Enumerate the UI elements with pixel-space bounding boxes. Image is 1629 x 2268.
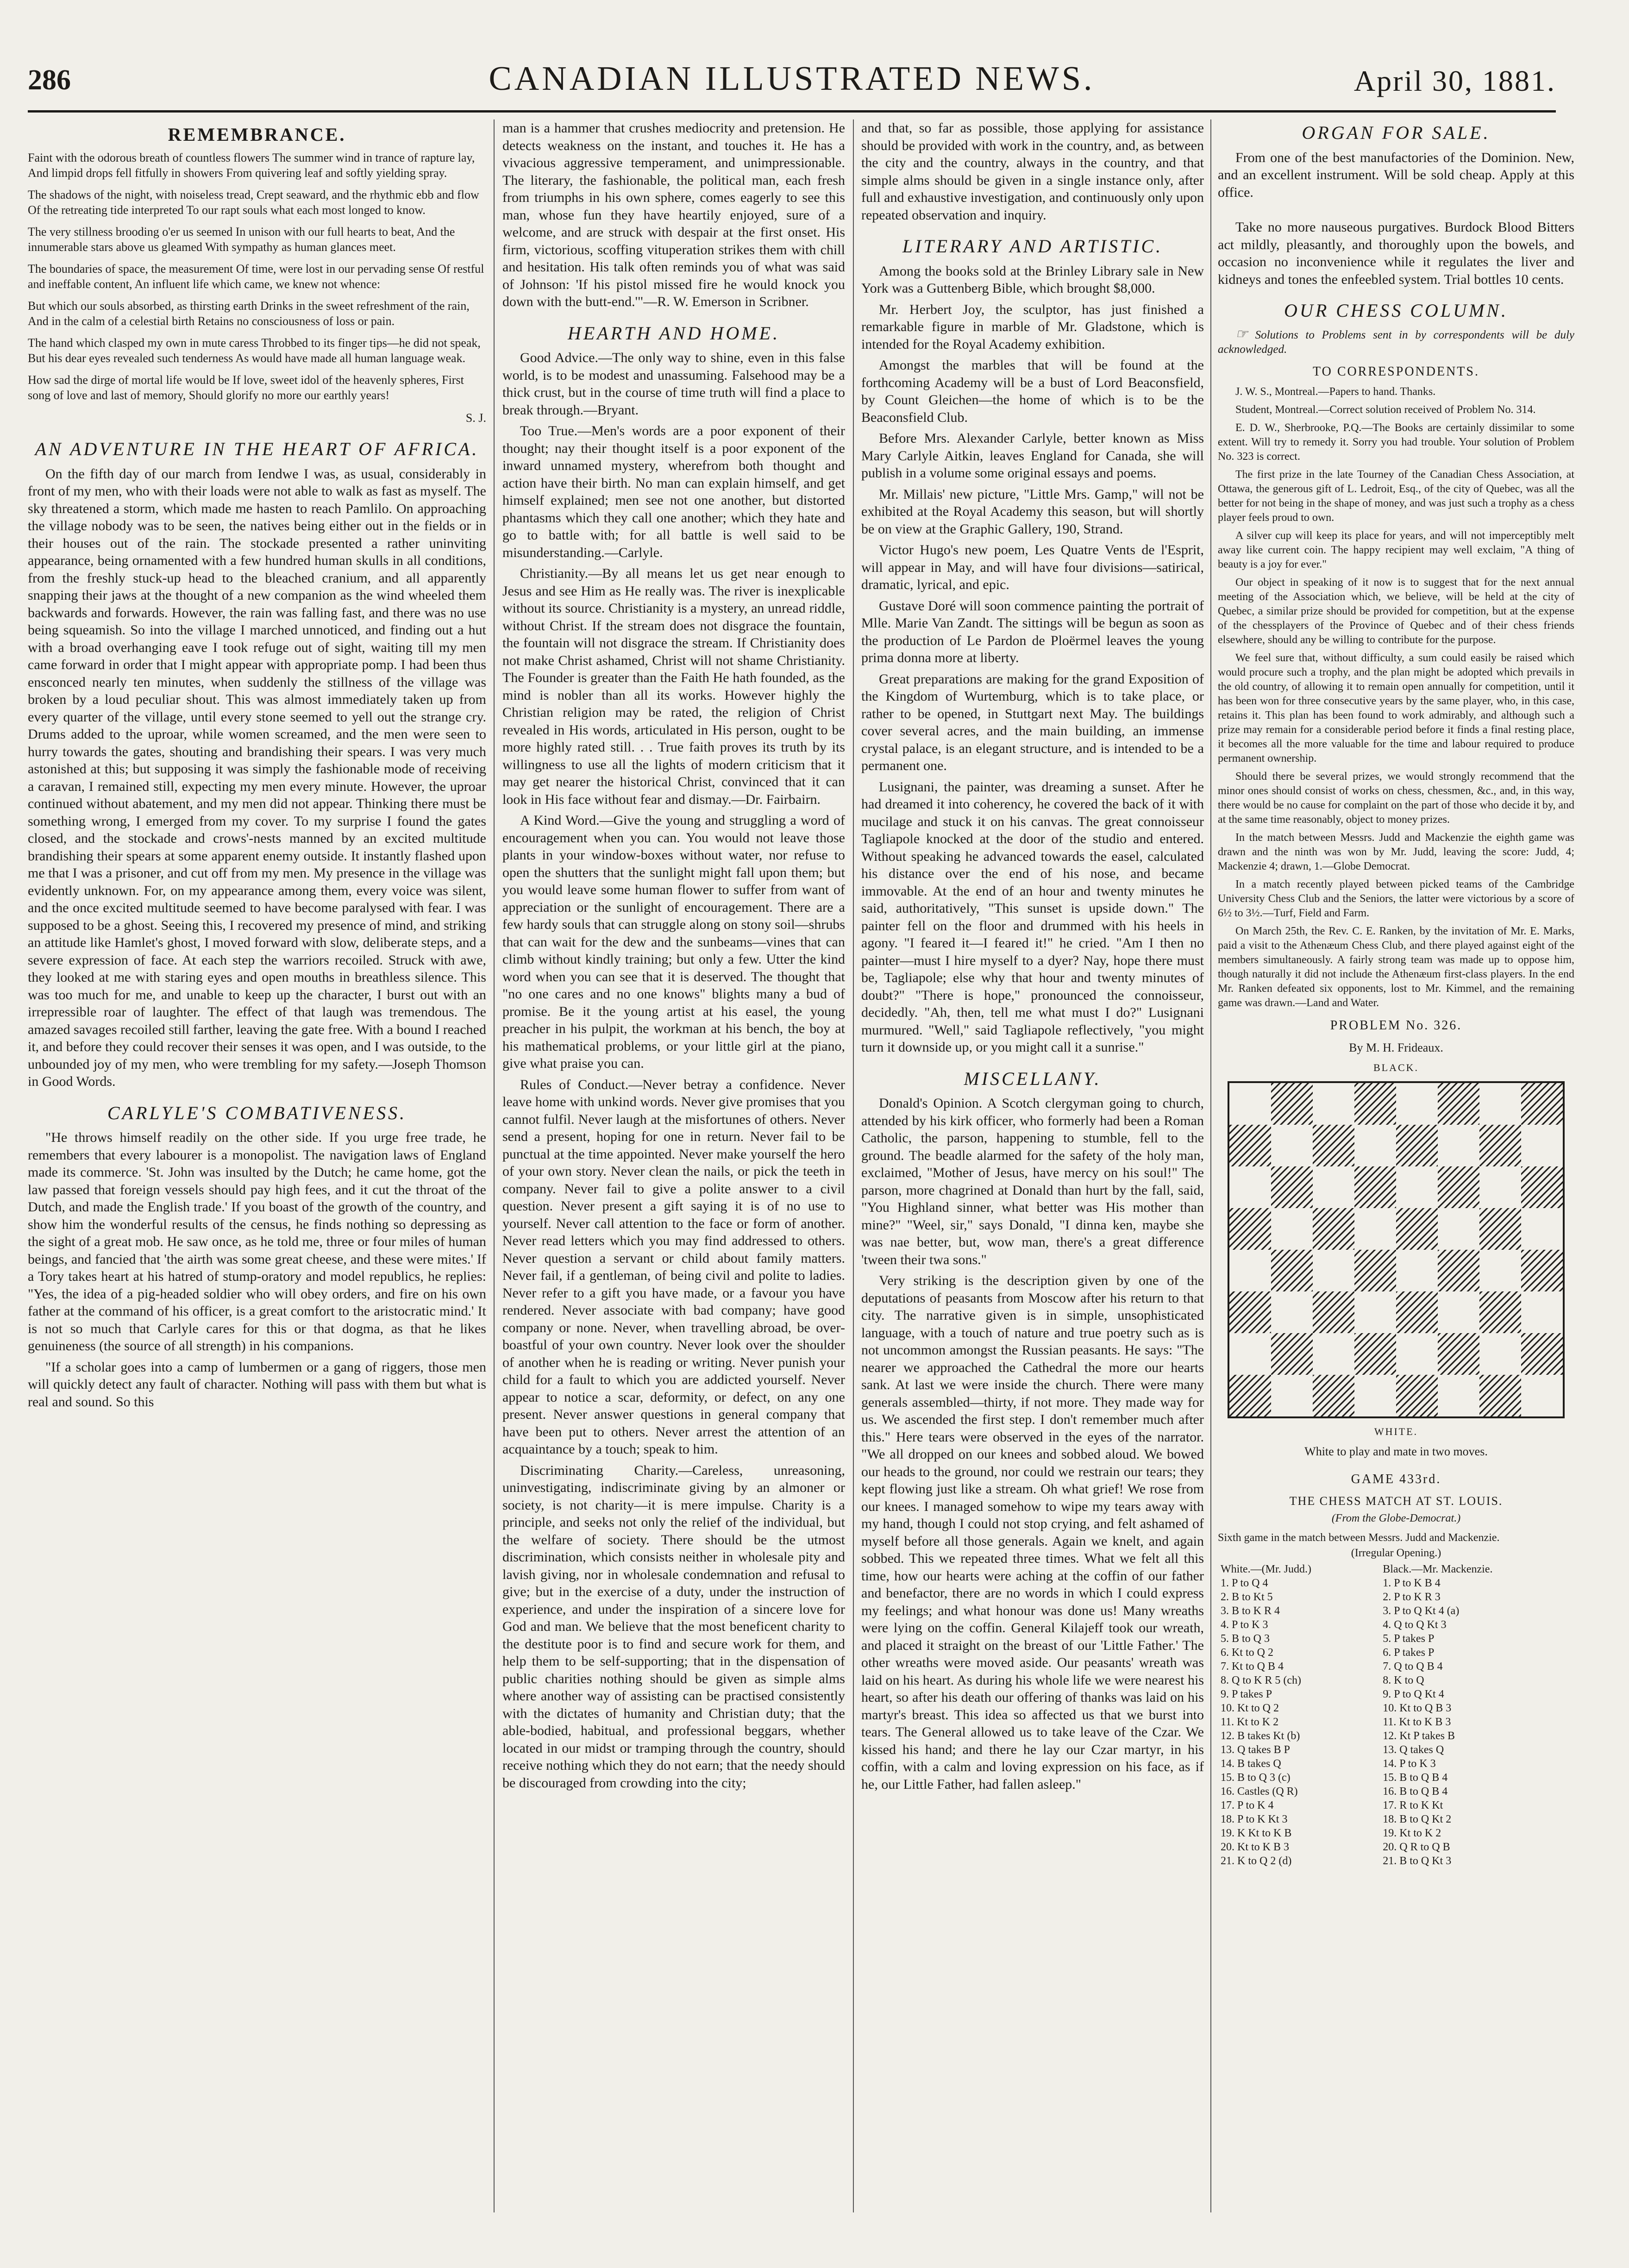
white-move: 12. B takes Kt (b) xyxy=(1221,1729,1300,1742)
column-divider xyxy=(1210,119,1211,2212)
page-number: 286 xyxy=(28,64,71,96)
board-square xyxy=(1313,1250,1354,1291)
black-move: 7. Q to Q B 4 xyxy=(1383,1660,1443,1673)
move-row xyxy=(1218,1826,1574,1840)
board-square xyxy=(1521,1125,1563,1166)
board-square xyxy=(1479,1333,1521,1375)
moves-table xyxy=(1218,1562,1574,1868)
move-row xyxy=(1218,1729,1574,1743)
chess-note xyxy=(1218,327,1574,357)
poem-stanza: The very stillness brooding o'er us seemed In unison with our full hearts to beat, And the innumerable stars above us gleamed With sympathy as human glances meet. xyxy=(28,225,455,254)
board-square xyxy=(1396,1208,1438,1250)
board-square xyxy=(1313,1375,1354,1416)
board-square xyxy=(1313,1125,1354,1166)
board-square xyxy=(1229,1208,1271,1250)
white-move: 8. Q to K R 5 (ch) xyxy=(1221,1674,1301,1686)
black-move: 20. Q R to Q B xyxy=(1383,1841,1450,1853)
move-row xyxy=(1218,1743,1574,1757)
move-row xyxy=(1218,1840,1574,1854)
move-row xyxy=(1218,1604,1574,1618)
move-row xyxy=(1218,1715,1574,1729)
game-title: GAME 433rd. xyxy=(1351,1472,1441,1486)
article-paragraph: Too True.—Men's words are a poor exponent of their thought; nay their thought itself is a poor exponent of the inward unnamed mystery, wherefrom both thought and action have their birth. No man can explain himself, and get himself explained; men see not one another, but distorted phantasms which they call one another; which they hate and go to battle with; for all battle is well said to be misunderstanding.—Carlyle. xyxy=(502,423,845,560)
black-move: 11. Kt to K B 3 xyxy=(1383,1716,1451,1728)
correspondents xyxy=(1218,385,1574,1010)
article-paragraph: Good Advice.—The only way to shine, even in this false world, is to be modest and unassuming. Falsehood may be a thick crust, but in the course of time truth will find a place to break through.—Bryant. xyxy=(502,350,845,418)
black-move: 17. R to K Kt xyxy=(1383,1799,1443,1811)
article-paragraph: Donald's Opinion. A Scotch clergyman going to church, attended by his kirk officer, who formerly had been a Roman Catholic, the parson, happening to stumble, fell to the ground. The beadle alarmed for the safety of the holy man, exclaimed, "Mother of Jesus, have mercy on his soul!" The parson, more chagrined at Donald than hurt by the fall, said, "You Highland sinner, what better was His mother than mine?" "Weel, sir," says Donald, "I dinna ken, maybe she was nae better, but, wow man, there's a great difference 'tween their twa sons." xyxy=(861,1096,1204,1267)
white-move: 7. Kt to Q B 4 xyxy=(1221,1660,1284,1673)
board-square xyxy=(1271,1125,1313,1166)
board-square xyxy=(1229,1333,1271,1375)
move-row xyxy=(1218,1701,1574,1715)
board-square xyxy=(1396,1333,1438,1375)
black-move: 19. Kt to K 2 xyxy=(1383,1827,1441,1839)
board-square xyxy=(1313,1166,1354,1208)
board-square xyxy=(1438,1250,1479,1291)
poem-stanza: How sad the dirge of mortal life would be If love, sweet idol of the heavenly spheres, First song of love and last of memory, Should glorify no more our earthly years! xyxy=(28,373,464,402)
poem-title: REMEMBRANCE. xyxy=(168,124,346,145)
board-square xyxy=(1354,1291,1396,1333)
article-paragraph: Before Mrs. Alexander Carlyle, better known as Miss Mary Carlyle Aitkin, leaves England for Canada, she will publish in a volume some original essays and poems. xyxy=(861,431,1204,481)
article-paragraph: man is a hammer that crushes mediocrity and pretension. He detects weakness on the instant, and touches it. He has a vivacious aggressive temperament, and unimpressionable. The literary, the fashionable, the political man, each fresh from triumphs in his own sphere, comes eagerly to see this man, whose fun they have heartily enjoyed, sure of a welcome, and are struck with despair at the first onset. His firm, victorious, scoffing vituperation strikes them with chill and hesitation. His talk often reminds you of what was said of Johnson: 'If his pistol missed fire he would knock you down with the butt-end.'"—R. W. Emerson in Scribner. xyxy=(502,120,845,309)
board-square xyxy=(1438,1375,1479,1416)
board-square xyxy=(1271,1333,1313,1375)
white-move: 14. B takes Q xyxy=(1221,1757,1281,1770)
black-move: 12. Kt P takes B xyxy=(1383,1729,1455,1742)
black-move: 14. P to K 3 xyxy=(1383,1757,1436,1770)
article-paragraph: On the fifth day of our march from Iendwe I was, as usual, considerably in front of my men, who with their loads were not able to walk as fast as myself. The sky threatened a storm, which made me hasten to reach Pamlilo. On approaching the village nobody was to be seen, the natives being either out in the fields or in their houses out of the rain. The stockade presented a rather uninviting appearance, being ornamented with a few hundred human skulls in all conditions, from the freshly stuck-up head to the bleached cranium, and all apparently snapping their jaws at the thought of a new companion as the wind wheeled them backwards and forwards. However, the rain was falling fast, and there was no use being squeamish. So into the village I marched unnoticed, and finding out a hut with a broad overhanging eave I took refuge out of sight, waiting till my men came forward in order that I might appear with appropriate pomp. I had been thus ensconced nearly ten minutes, when suddenly the stillness of the village was broken by a loud peculiar shout. This was almost immediately taken up from every quarter of the village, until every stone seemed to yell out the strange cry. Drums added to the uproar, while women screamed, and the men were seen to hurry towards the gates, shouting and brandishing their spears. I was very much astonished at this; but supposing it was simply the fashionable mode of receiving a caravan, I remained still, expecting my men every minute. However, the uproar continued without abatement, and my men did not appear. Thinking there must be something wrong, I emerged from my cover. To my surprise I found the gates closed, and the stockade and crows'-nests manned by an excited multitude brandishing their spears at some apparent enemy outside. It instantly flashed upon me that I was a prisoner, and cut off from my men. My presence in the village was evidently unknown. For, on my appearance among them, every voice was silent, and the once excited multitude seemed to have become paralysed with fear. I was supposed to be a ghost. Seeing this, I recovered my presence of mind, and striking an attitude like Hamlet's ghost, I moved forward with slow, deliberate steps, and a severe expression of face. At each step the warriors recoiled. Struck with awe, they looked at me with staring eyes and open mouths in breathless silence. This was too much for me, and unable to keep up the character, I burst out with an irrepressible roar of laughter. The effect of that laugh was tremendous. The amazed savages recoiled still farther, leaving the gate free. With a bound I reached it, and before they could recover their senses it was open, and I was outside, to the unbounded joy of my men, who were trembling for my safety.—Joseph Thomson in Good Words. xyxy=(28,466,486,1089)
problem-author: By M. H. Frideaux. xyxy=(1349,1040,1443,1054)
poem-stanza: But which our souls absorbed, as thirsting earth Drinks in the sweet refreshment of the rain, And in the calm of a celestial birth Retains no consciousness of loss or pain. xyxy=(28,299,470,328)
chess-board-grid xyxy=(1229,1083,1563,1416)
board-square xyxy=(1354,1083,1396,1125)
board-square xyxy=(1479,1166,1521,1208)
black-move: 3. P to Q Kt 4 (a) xyxy=(1383,1604,1460,1617)
article-paragraph: Rules of Conduct.—Never betray a confidence. Never leave home with unkind words. Never give promises that you cannot fulfil. Never laugh at the misfortunes of others. Never send a present, hoping for one in return. Never fail to be punctual at the time appointed. Never make yourself the hero of your own story. Never clean the nails, or pick the teeth in company. Never fail to give a polite answer to a civil question. Never present a gift saying it is of no use to yourself. Never call attention to the face or form of another. Never read letters which you may find addressed to others. Never question a servant or child about family matters. Never fail, if a gentleman, of being civil and polite to ladies. Never refer to a gift you have made, or a favour you have rendered. Never associate with bad company; have good company or none. Never, when travelling abroad, be over-boastful of your own country. Never look over the shoulder of another when he is reading or writing. Never punish your child for a fault to which you are addicted yourself. Never appear to notice a scar, deformity, or defect, on any one present. Never answer questions in general company that have been put to others. Never arrest the attention of an acquaintance by a touch; speak to him. xyxy=(502,1077,845,1457)
white-move: 9. P takes P xyxy=(1221,1688,1272,1700)
article-paragraph: Victor Hugo's new poem, Les Quatre Vents de l'Esprit, will appear in May, and will have four divisions—satirical, dramatic, lyrical, and epic. xyxy=(861,542,1204,592)
move-row xyxy=(1218,1590,1574,1604)
article-title: CARLYLE'S COMBATIVENESS. xyxy=(107,1102,407,1123)
board-square xyxy=(1229,1250,1271,1291)
board-square xyxy=(1354,1208,1396,1250)
board-square xyxy=(1438,1208,1479,1250)
article-paragraph: A Kind Word.—Give the young and struggling a word of encouragement when you can. You would not leave those plants in your window-boxes without water, nor refuse to open the shutters that the sunlight might fall upon them; but you would leave some human flower to suffer from want of appreciation or the sunlight of encouragement. There are a few hardy souls that can struggle along on stony soil—shrubs that can wait for the dew and the sunbeams—vines that can climb without kindly training; but only a few. Utter the kind word when you can see that it is deserved. The thought that "no one cares and no one knows" blights many a bud of promise. Be it the young artist at his easel, the young preacher in his pulpit, the workman at his bench, the boy at his mathematical problems, or your little girl at the piano, give what praise you can. xyxy=(502,813,845,1071)
board-square xyxy=(1271,1208,1313,1250)
poem-signature: S. J. xyxy=(465,411,486,425)
white-move: 1. P to Q 4 xyxy=(1221,1577,1268,1589)
article-paragraph: Christianity.—By all means let us get near enough to Jesus and see Him as He really was. The river is inexplicable without its source. Christianity is a mystery, an unread riddle, without Christ. If the stream does not disgrace the fountain, the fountain will not disgrace the stream. If Christianity does not make Christ ashamed, Christ will not shame Christianity. The Founder is greater than the Faith He hath founded, as the mind is nobler than all its works. However highly the Christian religion may be rated, the religion of Christ revealed in His words, articulated in His person, ought to be more highly rated still. . . True faith proves its truth by its willingness to use all the lights of modern criticism that it may get nearer the historical Christ, convinced that it can look in His face without fear and dismay.—Dr. Fairbairn. xyxy=(502,566,845,807)
board-square xyxy=(1438,1333,1479,1375)
white-move: 11. Kt to K 2 xyxy=(1221,1716,1279,1728)
board-caption: White to play and mate in two moves. xyxy=(1304,1445,1488,1458)
correspondent-reply: E. D. W., Sherbrooke, P.Q.—The Books are certainly dissimilar to some extent. Will try to remedy it. Sorry you had trouble. Your solution of Problem No. 323 is correct. xyxy=(1218,422,1574,463)
section-title: HEARTH AND HOME. xyxy=(567,322,780,344)
board-square xyxy=(1354,1333,1396,1375)
white-move: 16. Castles (Q R) xyxy=(1221,1785,1298,1798)
chess-paragraph: Our object in speaking of it now is to suggest that for the next annual meeting of the Association which, we believe, will be held at the city of Quebec, a similar prize should be provided for competition, but at the expense of the chessplayers of the Province of Quebec and of their chess friends elsewhere, should any be willing to contribute for the purpose. xyxy=(1218,576,1574,646)
board-square xyxy=(1521,1250,1563,1291)
move-row xyxy=(1218,1646,1574,1660)
board-square xyxy=(1479,1375,1521,1416)
game-subtitle: THE CHESS MATCH AT ST. LOUIS. xyxy=(1289,1494,1503,1508)
chess-news: In the match between Messrs. Judd and Mackenzie the eighth game was drawn and the ninth was won by Mr. Judd, leaving the score: Judd, 4; Mackenzie 4; drawn, 1.—Globe Democrat. xyxy=(1218,832,1574,872)
move-row xyxy=(1218,1771,1574,1785)
board-square xyxy=(1479,1250,1521,1291)
column-4 xyxy=(1218,119,1574,2231)
correspondents-title: TO CORRESPONDENTS. xyxy=(1313,364,1479,379)
column-3 xyxy=(861,119,1204,2231)
game-opening: (Irregular Opening.) xyxy=(1351,1547,1441,1559)
column-divider xyxy=(494,119,495,2212)
board-square xyxy=(1313,1333,1354,1375)
article-paragraph: Discriminating Charity.—Careless, unreasoning, uninvestigating, indiscriminate giving by an almoner or society, is not charity—it is mere impulse. Charity is a principle, and seeks not only the relief of the individual, but the welfare of society. There should be the utmost discrimination, which consists neither in wholesale pity and lavish giving, nor in wholesale condemnation and refusal to give; but in the exercise of a duty, under the instruction of experience, and under the inspiration of a sincere love for God and man. We believe that the most beneficent charity to the destitute poor is to find and secure work for them, and help them to be self-supporting; that in the dispensation of public charities nothing should be given as simple alms where another way of assisting can be practised consistently with the dictates of humanity and Christian duty; that the able-bodied, habitual, and professional beggars, whether located in our midst or tramping through the country, should receive nothing which they do not earn; that the needy should be discouraged from crowding into the city; xyxy=(502,1462,845,1791)
chess-news: On March 25th, the Rev. C. E. Ranken, by the invitation of Mr. E. Marks, paid a visit to the Athenæum Chess Club, and there played against eight of the members simultaneously. A fairly strong team was made up to oppose him, though naturally it did not include the Athenæum first-class players. In the end Mr. Ranken defeated six opponents, lost to Mr. Kimmel, and the remaining game was drawn.—Land and Water. xyxy=(1218,925,1574,1009)
board-square xyxy=(1271,1083,1313,1125)
move-row xyxy=(1218,1576,1574,1590)
board-label-white: WHITE. xyxy=(1374,1425,1418,1437)
move-row xyxy=(1218,1757,1574,1771)
article-paragraph: Very striking is the description given by one of the deputations of peasants from Moscow after his return to that city. The narrative given is in simple, unsophisticated language, with a touch of nature and true poetry such as is not uncommon amongst the Russian peasants. He says: "The nearer we approached the Cathedral the more our hearts sank. At last we were inside the church. There were many generals assembled—thirty, if not more. They made way for us. We ascended the first step. I don't remember much after this." Here tears were observed in the eyes of the narrator. "We all dropped on our knees and sobbed aloud. We bowed our heads to the ground, nor could we restrain our tears; they kept flowing just like a stream. Oh what grief! We rose from our knees. I managed somehow to wipe my tears away with my hand, though I could not stop crying, and felt ashamed of myself before all those generals. Again we knelt, and again sobbed. This we repeated three times. What we felt all this time, how our hearts were aching at the coffin of our father and benefactor, there are no words in which I could express my feelings; and what honour was done us! Many wreaths were lying on the coffin. General Kilajeff took our wreath, and placed it straight on the breast of our 'Little Father.' The other wreaths were moved aside. Our peasants' wreath was laid on his heart. As during his whole life we were nearest his heart, so after his death our offering of thanks was laid on his martyr's breast. This idea so affected us that we burst into tears. The General allowed us to take leave of the Czar. We kissed his hand; and there he lay our Czar martyr, in his coffin, with a calm and loving expression on his face, as if he, our Little Father, had fallen asleep." xyxy=(861,1273,1204,1792)
white-move: 15. B to Q 3 (c) xyxy=(1221,1771,1291,1784)
chess-paragraph: The first prize in the late Tourney of the Canadian Chess Association, at Ottawa, the generous gift of L. Ledroit, Esq., of the city of Quebec, was all the better for not being in the shape of money, and was just such a trophy as a chess player feels proud to own. xyxy=(1218,469,1574,524)
board-square xyxy=(1479,1208,1521,1250)
board-square xyxy=(1396,1375,1438,1416)
board-square xyxy=(1479,1291,1521,1333)
problem-title: PROBLEM No. 326. xyxy=(1330,1018,1462,1033)
black-move: 18. B to Q Kt 2 xyxy=(1383,1813,1452,1825)
black-move: 9. P to Q Kt 4 xyxy=(1383,1688,1444,1700)
chess-news: In a match recently played between picked teams of the Cambridge University Chess Club and the Seniors, the latter were victorious by a score of 6½ to 3½.—Turf, Field and Farm. xyxy=(1218,878,1574,919)
board-square xyxy=(1271,1375,1313,1416)
chess-paragraph: A silver cup will keep its place for years, and will not imperceptibly melt away like current coin. The happy recipient may well exclaim, "A thing of beauty is a joy for ever." xyxy=(1218,530,1574,570)
column-2 xyxy=(502,119,845,2231)
board-square xyxy=(1396,1291,1438,1333)
article-paragraph: Mr. Millais' new picture, "Little Mrs. Gamp," will not be exhibited at the Royal Academy this season, but will shortly be on view at the Graphic Gallery, 190, Strand. xyxy=(861,486,1204,537)
white-move: 19. K Kt to K B xyxy=(1221,1827,1292,1839)
masthead-rule xyxy=(28,110,1556,113)
black-move: 8. K to Q xyxy=(1383,1674,1424,1686)
section-title: LITERARY AND ARTISTIC. xyxy=(902,236,1163,257)
ad-text: From one of the best manufactories of the Dominion. New, and an excellent instrument. Will be sold cheap. Apply at this office. xyxy=(1218,150,1574,200)
board-square xyxy=(1229,1291,1271,1333)
white-move: 18. P to K Kt 3 xyxy=(1221,1813,1288,1825)
board-square xyxy=(1396,1083,1438,1125)
newspaper-title: CANADIAN ILLUSTRATED NEWS. xyxy=(489,60,1095,98)
white-move: 4. P to K 3 xyxy=(1221,1618,1268,1631)
article-paragraph: "He throws himself readily on the other side. If you urge free trade, he remembers that every labourer is a monopolist. The navigation laws of England made its commerce. 'St. John was insulted by the Dutch; he came home, got the law passed that foreign vessels should pay high fees, and it cut the throat of the Dutch, and made the English trade.' If you boast of the growth of the country, and show him the wonderful results of the census, he finds nothing so depressing as the sight of a great mob. He saw once, as he told me, three or four miles of human beings, and fancied that 'the airth was some great cheese, and these were mites.' If a Tory takes heart at his hatred of stump-oratory and model republics, he replies: "Yes, the idea of a pig-headed soldier who will obey orders, and fire on his own father at the command of his officer, is a great comfort to the aristocratic mind.' It is not so much that Carlyle cares for this or that dogma, as that he likes genuineness (the source of all strength) in his companions. xyxy=(28,1130,486,1353)
ad-text: Take no more nauseous purgatives. Burdock Blood Bitters act mildly, pleasantly, and thoroughly upon the bowels, and occasion no inconvenience while it regulates the liver and kidneys and tones the enfeebled system. Trial bottles 10 cents. xyxy=(1218,219,1574,287)
board-square xyxy=(1479,1125,1521,1166)
board-square xyxy=(1354,1250,1396,1291)
board-square xyxy=(1396,1250,1438,1291)
correspondent-reply: Student, Montreal.—Correct solution received of Problem No. 314. xyxy=(1235,404,1536,416)
black-move: 1. P to K B 4 xyxy=(1383,1577,1441,1589)
move-row xyxy=(1218,1687,1574,1701)
poem-stanza: Faint with the odorous breath of countless flowers The summer wind in trance of rapture lay, And limpid drops fell fitfully in showers From quivering leaf and softly yielding spray. xyxy=(28,150,475,180)
black-move: 2. P to K R 3 xyxy=(1383,1591,1441,1603)
game-description: Sixth game in the match between Messrs. Judd and Mackenzie. xyxy=(1218,1532,1500,1544)
column-divider xyxy=(853,119,854,2212)
board-square xyxy=(1354,1125,1396,1166)
board-square xyxy=(1229,1166,1271,1208)
move-row xyxy=(1218,1632,1574,1646)
board-square xyxy=(1271,1166,1313,1208)
board-square xyxy=(1313,1083,1354,1125)
board-square xyxy=(1396,1166,1438,1208)
black-move: 21. B to Q Kt 3 xyxy=(1383,1854,1452,1867)
poem-stanza: The boundaries of space, the measurement Of time, were lost in our pervading sense Of restful and ineffable content, An influent life which came, we knew not whence: xyxy=(28,262,484,291)
game-source: (From the Globe-Democrat.) xyxy=(1331,1512,1461,1524)
column-1 xyxy=(28,119,486,2231)
black-move: 10. Kt to Q B 3 xyxy=(1383,1702,1452,1714)
poem xyxy=(28,150,486,427)
white-move: 13. Q takes B P xyxy=(1221,1743,1290,1756)
black-move: 15. B to Q B 4 xyxy=(1383,1771,1448,1784)
poem-stanza: The shadows of the night, with noiseless tread, Crept seaward, and the rhythmic ebb and flow Of the retreating tide interpreted To our rapt souls what each most longed to know. xyxy=(28,188,479,217)
black-move: 13. Q takes Q xyxy=(1383,1743,1444,1756)
chess-note-text: Solutions to Problems sent in by correspondents will be duly acknowledged. xyxy=(1218,328,1574,356)
black-move: 5. P takes P xyxy=(1383,1632,1435,1645)
board-square xyxy=(1521,1291,1563,1333)
board-square xyxy=(1521,1375,1563,1416)
board-square xyxy=(1396,1125,1438,1166)
chess-board xyxy=(1228,1081,1565,1418)
board-square xyxy=(1479,1083,1521,1125)
article-paragraph: Great preparations are making for the grand Exposition of the Kingdom of Wurtemburg, which is to take place, or rather to be opened, in Stuttgart next May. The buildings cover several acres, and the main building, an immense crystal palace, is an elegant structure, and is intended to be a permanent one. xyxy=(861,671,1204,773)
article-title: AN ADVENTURE IN THE HEART OF AFRICA. xyxy=(35,439,479,459)
article-paragraph: Amongst the marbles that will be found at the forthcoming Academy will be a bust of Lord Beaconsfield, by Count Gleichen—the home of which is to be the Beaconsfield Club. xyxy=(861,357,1204,425)
move-row xyxy=(1218,1812,1574,1826)
board-square xyxy=(1438,1125,1479,1166)
board-square xyxy=(1521,1083,1563,1125)
white-move: 6. Kt to Q 2 xyxy=(1221,1646,1273,1659)
poem-stanza: The hand which clasped my own in mute caress Throbbed to its finger tips—he did not speak, But his dear eyes revealed such tenderness As would have made all human language weak. xyxy=(28,336,481,365)
white-move: 21. K to Q 2 (d) xyxy=(1221,1854,1292,1867)
board-square xyxy=(1521,1208,1563,1250)
white-move: 10. Kt to Q 2 xyxy=(1221,1702,1279,1714)
board-square xyxy=(1229,1083,1271,1125)
move-row xyxy=(1218,1673,1574,1687)
article-paragraph: "If a scholar goes into a camp of lumbermen or a gang of riggers, those men will quickly detect any fault of character. Nothing will pass with them but what is real and sound. So this xyxy=(28,1359,486,1410)
section-title: OUR CHESS COLUMN. xyxy=(1284,300,1508,321)
section-title: MISCELLANY. xyxy=(964,1068,1102,1089)
move-row xyxy=(1218,1854,1574,1868)
article-paragraph: Among the books sold at the Brinley Library sale in New York was a Guttenberg Bible, which brought $8,000. xyxy=(861,263,1204,296)
white-move: 2. B to Kt 5 xyxy=(1221,1591,1273,1603)
board-square xyxy=(1313,1291,1354,1333)
move-row xyxy=(1218,1618,1574,1632)
chess-paragraph: We feel sure that, without difficulty, a sum could easily be raised which would procure such a trophy, and the plan might be adopted which prevails in the old country, of allowing it to remain open annually for competition, until it has been won for three consecutive years by the same player, who, in this case, retains it. This plan has been found to work admirably, and although such a prize may remain for a considerable period before it finds a final resting place, it becomes all the more valuable for the time and labour required to produce permanent ownership. xyxy=(1218,652,1574,764)
black-move: 6. P takes P xyxy=(1383,1646,1435,1659)
white-move: 5. B to Q 3 xyxy=(1221,1632,1270,1645)
move-row xyxy=(1218,1785,1574,1798)
white-move: 20. Kt to K B 3 xyxy=(1221,1841,1290,1853)
white-move: 3. B to K R 4 xyxy=(1221,1604,1280,1617)
board-square xyxy=(1521,1333,1563,1375)
white-header: White.—(Mr. Judd.) xyxy=(1221,1563,1311,1575)
black-move: 16. B to Q B 4 xyxy=(1383,1785,1448,1798)
board-square xyxy=(1313,1208,1354,1250)
board-square xyxy=(1438,1166,1479,1208)
move-row xyxy=(1218,1798,1574,1812)
move-row xyxy=(1218,1660,1574,1673)
board-square xyxy=(1438,1083,1479,1125)
article-paragraph: and that, so far as possible, those applying for assistance should be provided with work in the country, and, as between the city and the country, always in the country, and that simple alms should be given in a single instance only, after full and exhaustive investigation, and continuously only upon repeated observation and inquiry. xyxy=(861,120,1204,223)
chess-paragraph: Should there be several prizes, we would strongly recommend that the minor ones should consist of works on chess, chessmen, &c., and, in this way, there would be no cause for complaint on the part of those who decide it by, and at the same time reasonably, object to money prizes. xyxy=(1218,771,1574,826)
article-paragraph: Mr. Herbert Joy, the sculptor, has just finished a remarkable figure in marble of Mr. Gladstone, which is intended for the Royal Academy exhibition. xyxy=(861,301,1204,352)
issue-date: April 30, 1881. xyxy=(1353,64,1556,97)
black-header: Black.—Mr. Mackenzie. xyxy=(1383,1563,1493,1575)
board-square xyxy=(1354,1375,1396,1416)
white-move: 17. P to K 4 xyxy=(1221,1799,1274,1811)
article-paragraph: Lusignani, the painter, was dreaming a sunset. After he had dreamed it into coherency, he covered the back of it with mucilage and stuck it on his canvas. The great connoisseur Tagliapole knocked at the door of the studio and entered. Without speaking he advanced towards the easel, calculated his distance over the end of his nose, and became immovable. At the end of an hour and twenty minutes he said, authoritatively, "This sunset is upside down." The painter fell on the floor and drummed with his heels in agony. "I feared it—I feared it!" he cried. "Am I then no painter—must I hire myself to a dyer? Nay, hope there must be, Tagliapole; else why that hour and twenty minutes of doubt?" "There is hope," pronounced the connoisseur, decidedly. "Ah, then, tell me what must I do?" Lusignani murmured. "Well," said Tagliapole reflectively, "you might turn it downside up, or you might call it a sunrise." xyxy=(861,779,1204,1055)
board-square xyxy=(1521,1166,1563,1208)
board-square xyxy=(1271,1250,1313,1291)
correspondent-reply: J. W. S., Montreal.—Papers to hand. Thanks. xyxy=(1235,386,1436,398)
board-label-black: BLACK. xyxy=(1373,1062,1419,1073)
board-square xyxy=(1229,1125,1271,1166)
pointing-hand-icon: ☞ xyxy=(1235,326,1248,342)
article-paragraph: Gustave Doré will soon commence painting the portrait of Mlle. Marie Van Zandt. The sittings will be begun as soon as the production of Le Pardon de Ploërmel leaves the young prima donna more at liberty. xyxy=(861,598,1204,665)
ad-title: ORGAN FOR SALE. xyxy=(1302,122,1491,143)
black-move: 4. Q to Q Kt 3 xyxy=(1383,1618,1447,1631)
masthead xyxy=(28,51,1556,107)
board-square xyxy=(1229,1375,1271,1416)
board-square xyxy=(1354,1166,1396,1208)
board-square xyxy=(1438,1291,1479,1333)
board-square xyxy=(1271,1291,1313,1333)
